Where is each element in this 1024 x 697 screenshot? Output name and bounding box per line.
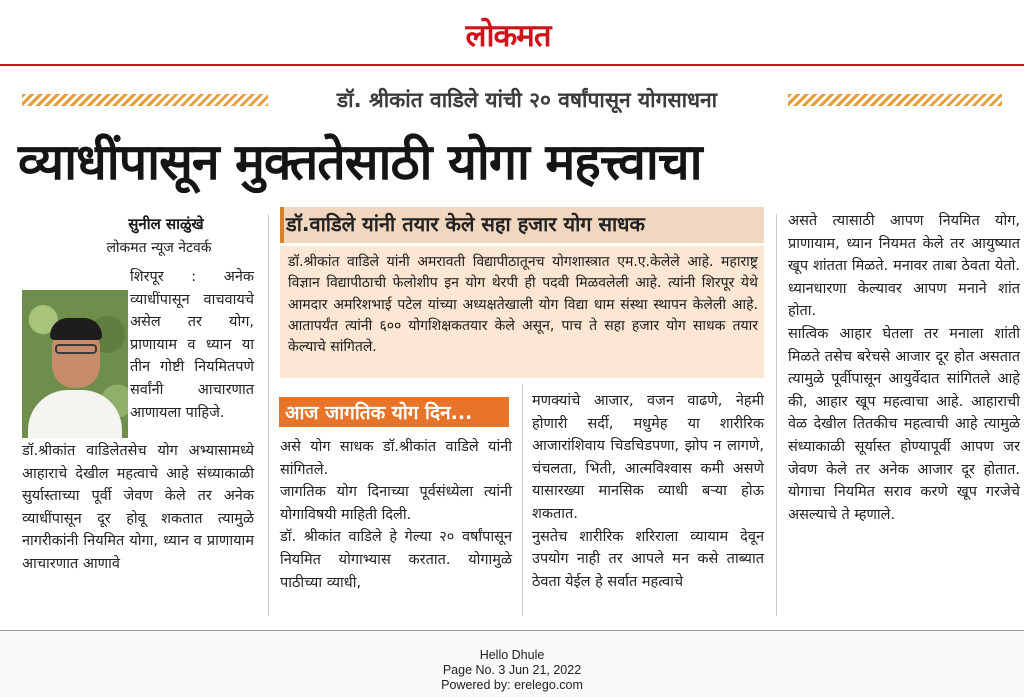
kicker-row (0, 84, 1024, 114)
byline-bureau: लोकमत न्यूज नेटवर्क (106, 240, 212, 256)
hatch-ornament-left (22, 94, 268, 106)
column-1-bottom (22, 440, 254, 576)
subhead: डॉ.वाडिले यांनी तयार केले सहा हजार योग साधक (286, 212, 645, 236)
paragraph: शिरपूर : अनेक व्याधींपासून वाचवायचे असेल तर योग, प्राणायाम व ध्यान या तीन गोष्टी नियमितपणे सर्वांनी आचारणात आणायला पाहिजे. (130, 269, 254, 421)
column-divider (268, 214, 269, 616)
footer-page-date: Page No. 3 Jun 21, 2022 (442, 663, 582, 677)
paragraph: डॉ.श्रीकांत वाडिलेतसेच योग अभ्यासामध्ये आहाराचे देखील महत्वाचे आहे संध्याकाळी सुर्यास्ताच्या पूर्वी जेवण केले तर अनेक व्याधींपासून दूर होवू शकतात त्यामुळे नागरीकांनी नियमित योगा, ध्यान व प्राणायाम आचारणात आणावे (22, 443, 254, 572)
footer-publication: Hello Dhule (479, 648, 545, 662)
author-photo (22, 290, 128, 438)
paragraph: जागतिक योग दिनाच्या पूर्वसंध्येला त्यांनी योगाविषयी माहिती दिली. (280, 484, 512, 523)
bottom-rule (0, 630, 1024, 631)
masthead (0, 0, 1024, 66)
intro-box: डॉ.श्रीकांत वाडिले यांनी अमरावती विद्यापीठातूनच योगशास्त्रात एम.ए.केलेले आहे. महाराष्ट्र विज्ञान विद्यापीठाची फेलोशीप इन योग थेरपी ही पदवी मिळवलेली आहे. त्यांनी शिरपूर येथे आमदार अमरिशभाई पटेल यांच्या अध्यक्षतेखाली योग विद्या धाम संस्था स्थापन केलेली आहे. आतापर्यंत त्यांनी ६०० योगशिक्षकतयार केले असून, पाच ते सहा हजार योग साधक तयार केल्याचे सांगितले. (280, 246, 764, 378)
footer (362, 648, 662, 693)
column-2 (280, 436, 512, 594)
hatch-ornament-right (788, 94, 1002, 106)
footer-powered-by: Powered by: erelego.com (441, 678, 583, 692)
column-4 (788, 210, 1020, 526)
column-divider (522, 384, 523, 616)
headline: व्याधींपासून मुक्ततेसाठी योगा महत्त्वाचा (18, 133, 702, 191)
paragraph: असे योग साधक डॉ.श्रीकांत वाडिले यांनी सांगितले. (280, 439, 512, 478)
column-divider (776, 214, 777, 616)
paragraph: मणक्यांचे आजार, वजन वाढणे, नेहमी होणारी सर्दी, मधुमेह या शारीरिक आजारांशिवाय चिडचिडपणा, झोप न लागणे, चंचलता, भिती, आत्मविश्वास कमी असणे यासारख्या मानसिक व्याधी बऱ्या होऊ शकतात. (532, 393, 764, 522)
masthead-rule (0, 64, 1024, 66)
paragraph: डॉ. श्रीकांत वाडिले हे गेल्या २० वर्षांपासून नियमित योगाभ्यास करतात. योगामुळे पाठीच्या व्याधी, (280, 529, 512, 591)
byline-author: सुनील साळुंखे (128, 215, 204, 233)
column-1-top (130, 266, 254, 424)
kicker: डॉ. श्रीकांत वाडिले यांची २० वर्षांपासून योगसाधना (336, 88, 718, 112)
paragraph: नुसतेच शारीरिक शरिराला व्यायाम देवून उपयोग नाही तर आपले मन कसे ताब्यात ठेवता येईल हे सर्वात महत्वाचे (532, 528, 764, 590)
lokmat-logo: लोकमत (465, 18, 551, 54)
paragraph: असते त्यासाठी आपण नियमित योग, प्राणायाम, ध्यान नियमत केले तर आयुष्यात खूप शांतता मिळते. मनावर ताबा ठेवता येतो. ध्यानधारणा केल्यावर आपण मनाने शांत होता. (788, 213, 1020, 320)
section-tag: आज जागतिक योग दिन... (279, 397, 509, 427)
paragraph: सात्विक आहार घेतला तर मनाला शांती मिळते तसेच बरेचसे आजार दूर होत असतात त्यामुळे पूर्वीपासून आयुर्वेदात सांगितले आहे की, आहार खूप महत्वाचा आहे. आहाराची वेळ देखील तितकीच महत्वाची आहे त्यामुळे संध्याकाळी सूर्यास्त होण्यापूर्वी आपण जर जेवण केले तर अनेक आजार दूर होतात. योगाचा नियमित सराव करणे खूप गरजेचे असल्याचे ते म्हणाले. (788, 325, 1020, 523)
column-3 (532, 390, 764, 593)
